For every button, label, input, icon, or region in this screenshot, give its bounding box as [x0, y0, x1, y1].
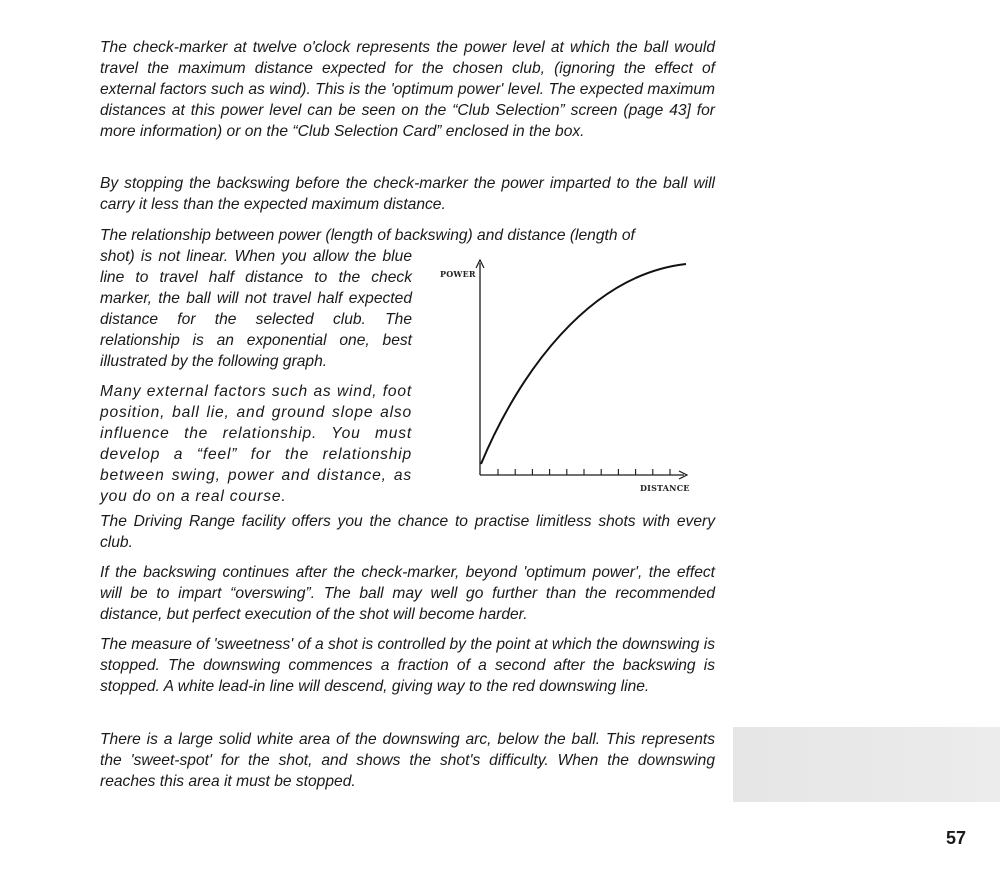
graph-x-axis-ticks [498, 469, 670, 475]
paragraph-check-marker: The check-marker at twelve o'clock represents the power level at which the ball would travel the maximum distance expected for the chosen club, (ignoring the effect of external factors such as wind). This is the 'optimum power' level. The expected maximum distances at this power level can be seen on the “Club Selection” screen (page 43] for more information) or on the “Club Selection Card” enclosed in the box. [100, 39, 715, 140]
paragraph-external-factors: Many external factors such as wind, foot position, ball lie, and ground slope also influence the relationship. You must develop a “feel” for the relationship between swing, power and distance, as you do on a real course. [100, 383, 412, 505]
power-distance-graph [438, 255, 698, 495]
paragraph-overswing: If the backswing continues after the check-marker, beyond 'optimum power', the effect will be to impart “overswing”. The ball may well go further than the recommended distance, but perfect execution of the shot will become harder. [100, 564, 715, 623]
paragraph-sweetness: The measure of 'sweetness' of a shot is controlled by the point at which the downswing is stopped. The downswing commences a fraction of a second after the backswing is stopped. A white lead-in line will descend, giving way to the red downswing line. [100, 636, 715, 695]
graph-y-axis-label: POWER [440, 269, 476, 279]
paragraph-stopping-backswing: By stopping the backswing before the check-marker the power imparted to the ball will carry it less than the expected maximum distance. [100, 175, 715, 213]
graph-power-curve [481, 264, 686, 464]
page-number: 57 [945, 828, 966, 848]
graph-x-axis-label: DISTANCE [640, 483, 690, 493]
paragraph-relationship-continued: shot) is not linear. When you allow the blue line to travel half distance to the check marker, the ball will not travel half expected distance for the selected club. The relationship is an exponential one, best illustrated by the following graph. [100, 248, 412, 370]
page-edge-shading [733, 727, 1000, 802]
paragraph-driving-range: The Driving Range facility offers you the chance to practise limitless shots with every club. [100, 513, 715, 551]
paragraph-sweet-spot: There is a large solid white area of the downswing arc, below the ball. This represents the 'sweet-spot' for the shot, and shows the shot's difficulty. When the downswing reaches this area it must be stopped. [100, 731, 715, 790]
paragraph-relationship-first-line: The relationship between power (length of backswing) and distance (length of [100, 227, 635, 244]
